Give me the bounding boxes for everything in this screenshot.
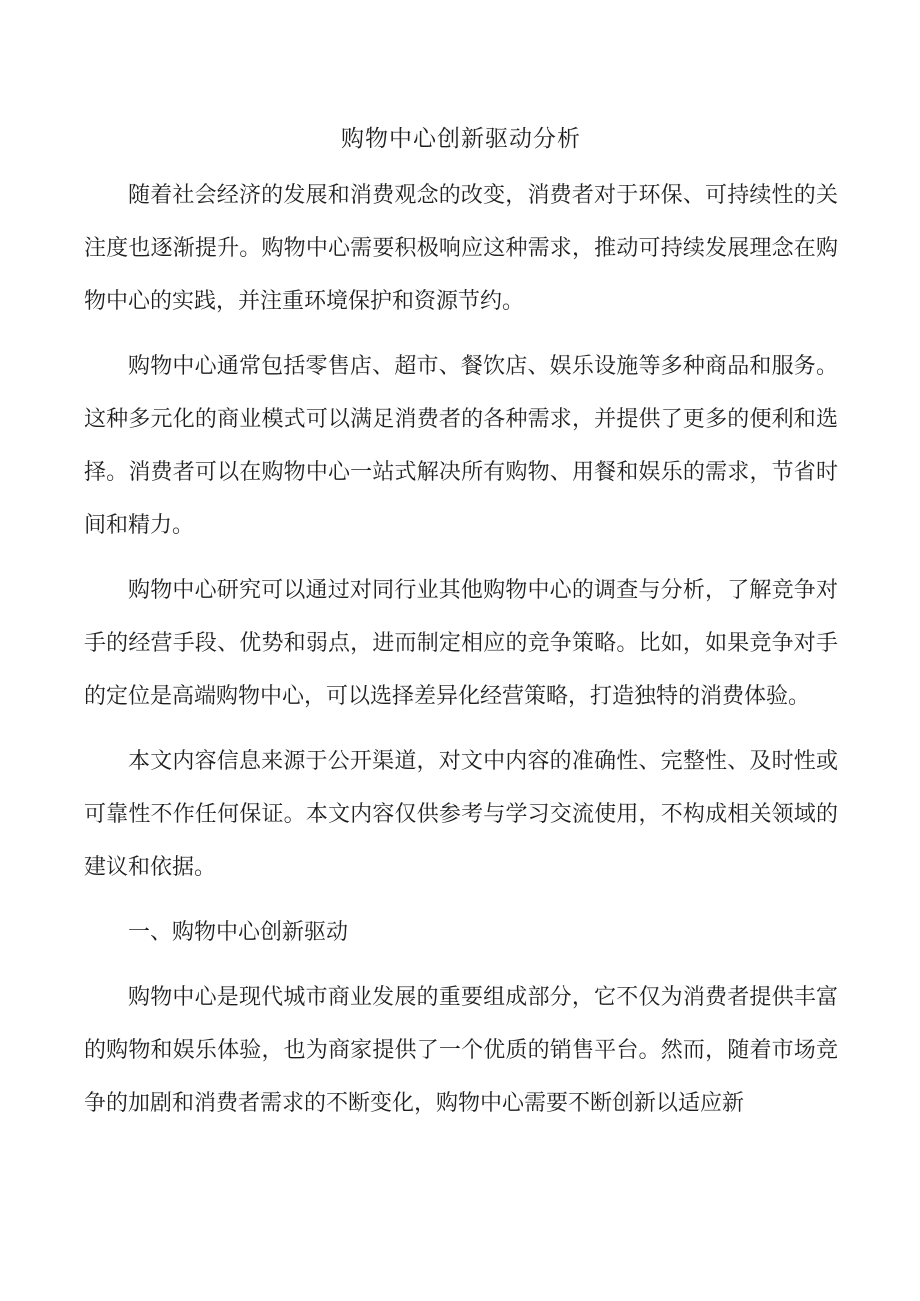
paragraph-disclaimer: 本文内容信息来源于公开渠道，对文中内容的准确性、完整性、及时性或可靠性不作任何保证。本文内容仅供参考与学习交流使用，不构成相关领域的建议和依据。: [84, 748, 838, 879]
paragraph-business-model: 购物中心通常包括零售店、超市、餐饮店、娱乐设施等多种商品和服务。这种多元化的商业模式可以满足消费者的各种需求，并提供了更多的便利和选择。消费者可以在购物中心一站式解决所有购物、用餐和娱乐的需求，节省时间和精力。: [84, 353, 838, 537]
document-title: 购物中心创新驱动分析: [341, 126, 581, 151]
section-heading-innovation-drive: 一、购物中心创新驱动: [128, 919, 349, 944]
paragraph-innovation-intro: 购物中心是现代城市商业发展的重要组成部分，它不仅为消费者提供丰富的购物和娱乐体验，也为商家提供了一个优质的销售平台。然而，随着市场竞争的加剧和消费者需求的不断变化，购物中心需要不断创新以适应新: [84, 984, 838, 1115]
paragraph-competitor-research: 购物中心研究可以通过对同行业其他购物中心的调查与分析，了解竞争对手的经营手段、优势和弱点，进而制定相应的竞争策略。比如，如果竞争对手的定位是高端购物中心，可以选择差异化经营策略，打造独特的消费体验。: [84, 577, 838, 708]
paragraph-sustainability: 随着社会经济的发展和消费观念的改变，消费者对于环保、可持续性的关注度也逐渐提升。购物中心需要积极响应这种需求，推动可持续发展理念在购物中心的实践，并注重环境保护和资源节约。: [84, 182, 838, 313]
